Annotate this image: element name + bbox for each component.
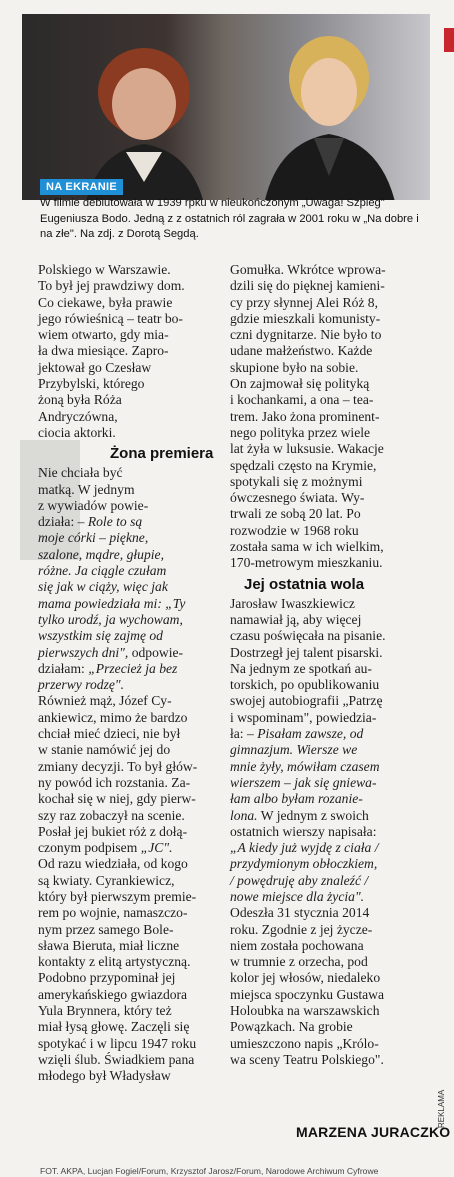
paragraph: Od razu wiedziała, od kogo są kwiaty. Cyrankiewicz, który był pierwszym premie- rem po wojnie, namaszczo- nym przez samego Bole- sława Bieruta, miał liczne kontakty z elitą artystyczną. Podobno przypominał jej amerykańskiego gwiazdora Yula Brynnera, który też miał łysą głowę. Zaczęli się spotykać i w lipcu 1947 roku wzięli ślub. Świadkiem pana młodego był Władysław bbox=[38, 856, 197, 1084]
quote: „JC". bbox=[137, 840, 173, 856]
paragraph: Gomułka. Wkrótce wprowa- dzili się do pięknej kamieni- cy przy słynnej Alei Róż 8, gdzie mieszkali komunisty- czni dygnitarze. Nie było to udane małżeństwo. Każde skupione było na sobie. On zajmował się polityką i kochankami, a ona – tea- trem. Jako żona prominent- nego polityka przez wiele lat żyła w luksusie. Wakacje spędzali często na Krymie, spotykali się z możnymi ówczesnego świata. Wy- trwali ze sobą 20 lat. Po rozwodzie w 1968 roku została sama w ich wielkim, 170-metrowym mieszkaniu. bbox=[230, 262, 386, 571]
elderly-woman-figure bbox=[74, 32, 214, 200]
photo-credits: FOT. AKPA, Lucjan Fogiel/Forum, Krzysztof Jarosz/Forum, Narodowe Archiwum Cyfrowe bbox=[40, 1166, 379, 1176]
paragraph: Odeszła 31 stycznia 2014 roku. Zgodnie z jej życze- niem została pochowana w trumnie z orzecha, pod kolor jej włosów, niedaleko miejsca spoczynku Gustawa Holoubka na warszawskich Powązkach. Na grobie umieszczono napis „Królo- wa sceny Teatru Polskiego". bbox=[230, 905, 385, 1067]
photo-section-tag: NA EKRANIE bbox=[40, 179, 123, 195]
article-column-right bbox=[230, 262, 438, 1068]
quote: „Przecież ja bez przerwy rodzę". bbox=[38, 660, 178, 693]
paragraph bbox=[38, 465, 228, 693]
young-woman-figure bbox=[254, 26, 404, 200]
quote: – Pisałam zawsze, od gimnazjum. Wiersze we mnie żyły, mówiłam czasem wierszem – jak się gniewa- łam albo byłam rozanie- lona. bbox=[230, 726, 380, 823]
photo-caption: W filmie debiutowała w 1939 rpku w nieukończonym „Uwaga! Szpieg" Eugeniusza Bodo. Jedną z z ostatnich ról zagrała w 2001 roku w „Na dobre i na złe". Na zdj. z Dorotą Segdą. bbox=[40, 197, 419, 240]
section-marker bbox=[444, 28, 454, 52]
text-run: Jarosław Iwaszkiewicz namawiał ją, aby więcej czasu poświęcała na pisanie. Dostrzegł jej talent pisarski. Na jednym ze spotkań au- torskich, po opublikowaniu swojej autobiografii „Patrzę i wspominam", powiedzia- ła: bbox=[230, 595, 386, 742]
poem-quote: „A kiedy już wyjdę z ciała / przydymionym obłoczkiem, / powędruję aby znaleźć / nowe miejsce dla życia". bbox=[230, 840, 379, 904]
section-heading: Żona premiera bbox=[110, 445, 214, 463]
text-run: Nie chciała być matką. W jednym z wywiadów powie- działa: bbox=[38, 465, 149, 530]
author-byline: MARZENA JURACZKO bbox=[296, 1124, 451, 1140]
advert-label: REKLAMA bbox=[437, 1089, 446, 1128]
text-run: odpowie- działam: bbox=[38, 644, 184, 676]
text-run: W jednym z swoich ostatnich wierszy napisała: bbox=[230, 807, 377, 839]
section-heading: Jej ostatnia wola bbox=[244, 575, 365, 593]
article-column-left bbox=[38, 262, 228, 1085]
article-photo bbox=[22, 14, 430, 200]
paragraph bbox=[230, 596, 438, 906]
paragraph bbox=[38, 693, 228, 856]
text-run: Również mąż, Józef Cy- ankiewicz, mimo że bardzo chciał mieć dzieci, nie był w stanie namówić jej do zmiany decyzji. To był głów- ny powód ich rozstania. Za- kochał się w niej, gdy pierw- szy raz zobaczył na scenie. Posłał jej bukiet róż z dołą- czonym podpisem bbox=[38, 693, 198, 856]
paragraph: Polskiego w Warszawie. To był jej prawdziwy dom. Co ciekawe, była prawie jego rówieśnicą – teatr bo- wiem otwarto, gdy mia- ła dwa miesiące. Zapro- jektował go Czesław Przybylski, którego żoną była Róża Andryczówna, ciocia aktorki. bbox=[38, 262, 185, 440]
quote: – Role to są moje córki – piękne, szalone, mądre, głupie, różne. Ja ciągle czułam się jak w ciąży, więc jak mama powiedziała mi: „Ty tylko urodź, ja wychowam, wszystkim się zajmę od pierwszych dni", bbox=[38, 514, 186, 660]
